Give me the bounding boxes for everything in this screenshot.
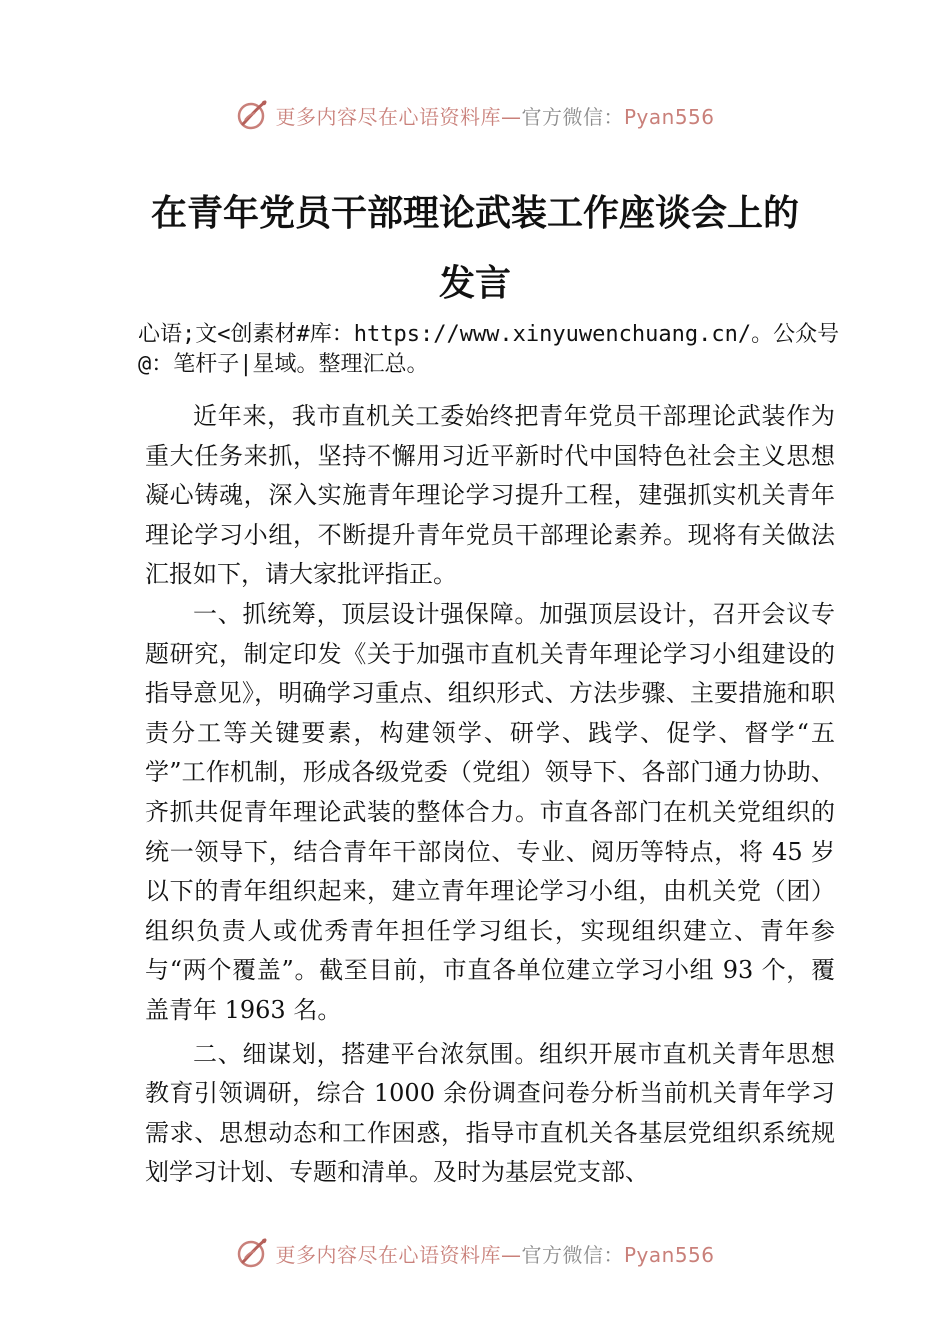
document-body [145,397,835,1193]
banner-wechat-label: 官方微信： [521,104,624,129]
brush-logo-icon [235,98,269,132]
banner-text [275,1239,714,1268]
document-title-line-2: 发言 [438,262,511,304]
paragraph-section-1: 一、抓统筹，顶层设计强保障。加强顶层设计，召开会议专题研究，制定印发《关于加强市直机关青年理论学习小组建设的指导意见》，明确学习重点、组织形式、方法步骤、主要措施和职责分工等关键要素，构建领学、研学、践学、促学、督学“五学”工作机制，形成各级党委（党组）领导下、各部门通力协助、齐抓共促青年理论武装的整体合力。市直各部门在机关党组织的统一领导下，结合青年干部岗位、专业、阅历等特点，将 45 岁以下的青年组织起来，建立青年理论学习小组，由机关党（团）组织负责人或优秀青年担任学习组长，实现组织建立、青年参与“两个覆盖”。截至目前，市直各单位建立学习小组 93 个，覆盖青年 1963 名。 [145,599,835,1024]
paragraph-intro: 近年来，我市直机关工委始终把青年党员干部理论武装作为重大任务来抓，坚持不懈用习近平新时代中国特色社会主义思想凝心铸魂，深入实施青年理论学习提升工程，建强抓实机关青年理论学习小组，不断提升青年党员干部理论素养。现将有关做法汇报如下，请大家批评指正。 [145,402,835,589]
banner-wechat-label: 官方微信： [521,1242,624,1267]
banner-main-text: 更多内容尽在心语资料库— [275,1242,522,1267]
brush-logo-icon [235,1236,269,1270]
banner-main-text: 更多内容尽在心语资料库— [275,104,522,129]
banner-text [275,101,714,130]
paragraph-section-2: 二、细谋划，搭建平台浓氛围。组织开展市直机关青年思想教育引领调研，综合 1000 余份调查问卷分析当前机关青年学习需求、思想动态和工作困惑，指导市直机关各基层党组织系统规划学习计划、专题和清单。及时为基层党支部、 [145,1039,835,1187]
source-attribution: 心语;文<创素材#库：https://www.xinyuwenchuang.cn/。公众号@：笔杆子|星域。整理汇总。 [138,322,840,377]
header-watermark-banner [0,95,950,135]
footer-watermark-banner [0,1233,950,1273]
document-title-line-1: 在青年党员干部理论武装工作座谈会上的 [150,192,799,234]
banner-wechat-id: Pyan556 [623,1242,715,1267]
banner-wechat-id: Pyan556 [623,104,715,129]
